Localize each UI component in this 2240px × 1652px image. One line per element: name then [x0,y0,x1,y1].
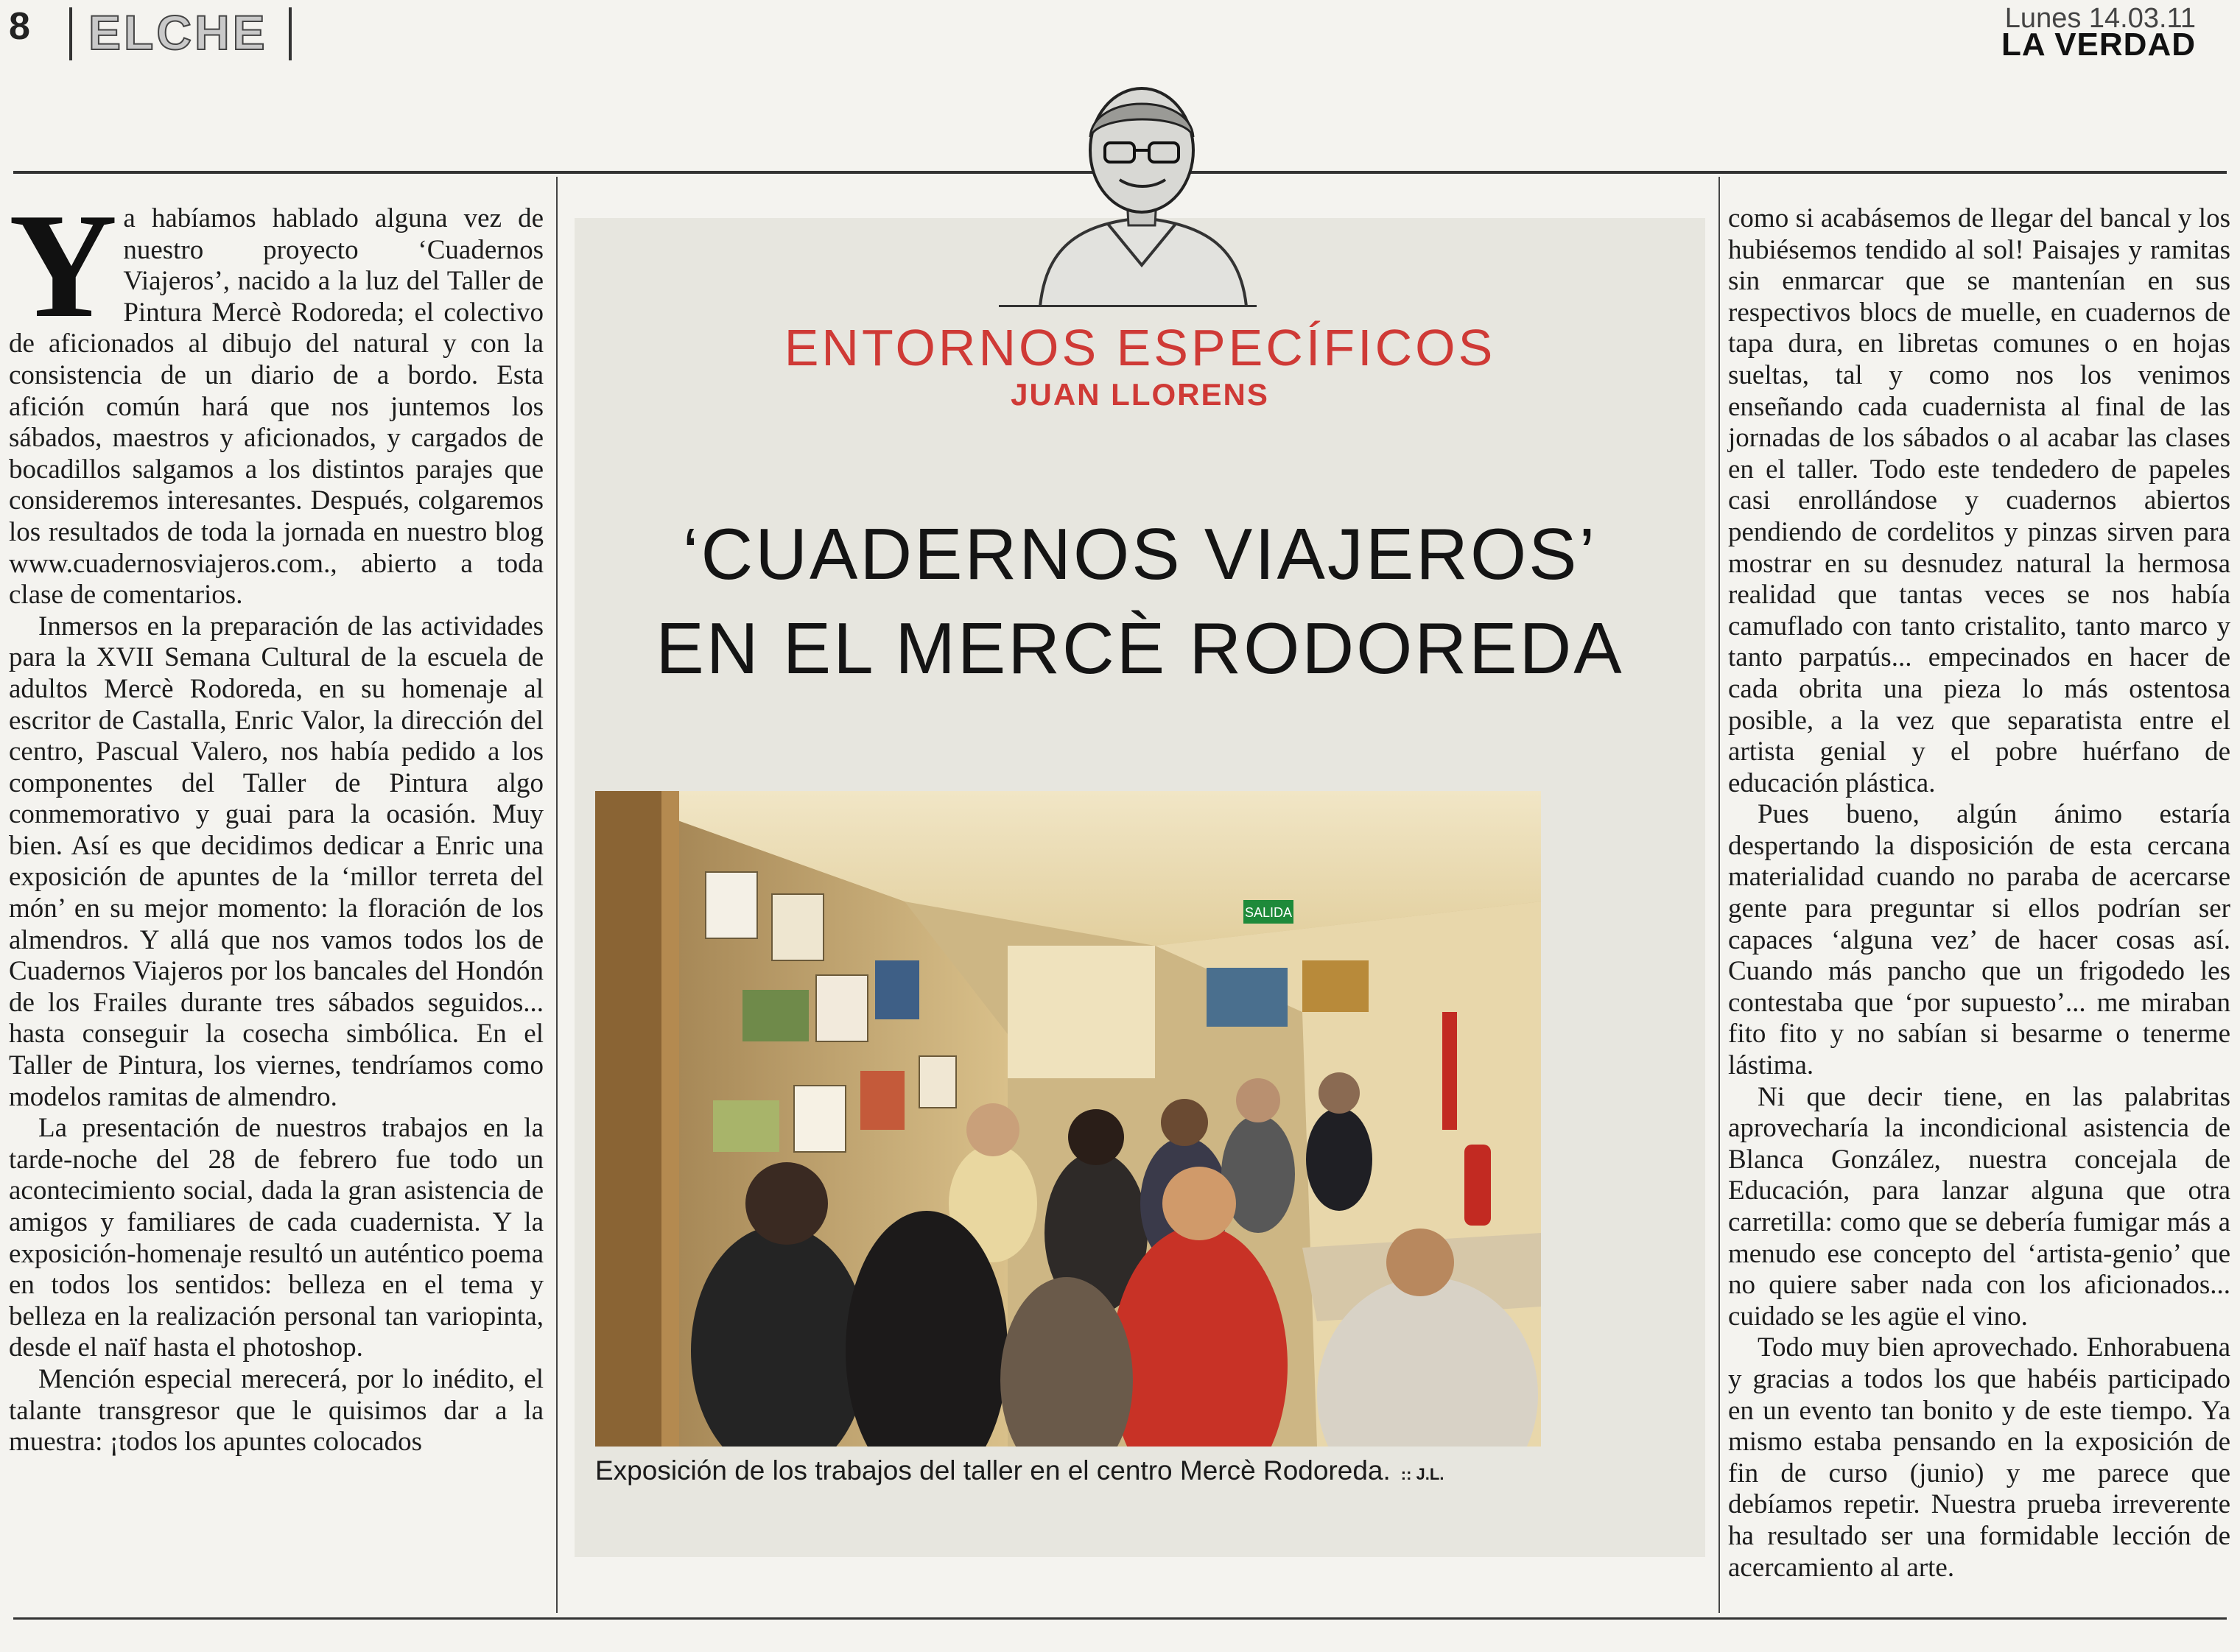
headline-line-2: EN EL MERCÈ RODOREDA [656,608,1624,689]
section-name: ELCHE [88,5,268,60]
newspaper-name: LA VERDAD [2001,27,2196,63]
author-portrait [1025,80,1260,306]
column-kicker: ENTORNOS ESPECÍFICOS [784,319,1496,376]
section-divider-right [289,7,292,60]
headline-line-1: ‘CUADERNOS VIAJEROS’ [682,513,1598,594]
photo-credit: :: J.L. [1400,1465,1444,1483]
headline [575,507,1705,695]
article-paragraph: Todo muy bien aprovechado. Enhorabuena y gracias a todos los que habéis participado en un evento tan bonito y de este tiempo. Ya mismo estaba pensando en la exposición de fin de curso (junio) y me parece que debíamos repetir. Nuestra prueba irreverente ha resultado ser una formidable lección de acercamiento al arte. [1728,1332,2230,1583]
article-paragraph: La presentación de nuestros trabajos en la tarde-noche del 28 de febrero fue todo un acontecimiento social, dada la gran asistencia de amigos y familiares de cada cuadernista. Y la exposición-homenaje resultó un auténtico poema en todos los sentidos: belleza en el tema y belleza en la realización personal tan variopinta, desde el naïf hasta el photoshop. [9,1113,544,1363]
photo-caption [595,1455,1685,1486]
exhibition-photo [595,791,1541,1447]
column-rule [556,177,558,1613]
article-paragraph: Inmersos en la preparación de las actividades para la XVII Semana Cultural de la escuela de adultos Mercè Rodoreda, en su homenaje al escritor de Castalla, Enric Valor, la dirección del centro, Pascual Valero, nos había pedido a los componentes del Taller de Pintura algo conmemorativo y guai para la ocasión. Muy bien. Así es que decidimos dedicar a Enric una exposición de apuntes de la ‘millor terreta del món’ en su mejor momento: la floración de los almendros. Y allá que nos vamos todos los de Cuadernos Viajeros por los bancales del Hondón de los Frailes durante tres sábados seguidos... hasta conseguir la cosecha simbólica. En el Taller de Pintura, los viernes, tendríamos como modelos ramitas de almendro. [9,611,544,1112]
article-paragraph: Pues bueno, algún ánimo estaría despertando la disposición de esta cercana materialidad cuando no paraba de acercarse gente para preguntar si ellos podrían ser capaces ‘alguna vez’ de hacer cosas así. Cuando más pancho que un frigodedo les contestaba que ‘por supuesto’... me miraban fito fito y no sabían si besarme o tenerme lástima. [1728,799,2230,1081]
article-column-3 [1728,203,2230,1584]
article-paragraph: como si acabásemos de llegar del bancal y los hubiésemos tendido al sol! Paisajes y ramitas sin enmarcar que se mantenían en sus respectivos blocs de muelle, en cuadernos de tapa dura, en libretas comunes o en hojas sueltas, tal y como nos los venimos enseñando cada cuadernista al final de las jornadas de los sábados o al acabar las clases en el taller. Todo este tendedero de papeles casi enrollándose y cuadernos abiertos pendiendo de cordelitos y pinzas sirven para mostrar en su desnudez natural la hermosa realidad que tantas veces se nos había camuflado con tanto cristalito, tanto marco y tanto parpatús... empecinados en hacer de cada obrita una pieza lo más ostentosa posible, a la vez que separatista entre el artista genial y el pobre huérfano de educación plástica. [1728,203,2230,798]
page-number: 8 [9,5,30,48]
article-column-1 [9,183,544,1458]
author-byline: JUAN LLORENS [1011,377,1269,412]
section-divider-left [69,7,72,60]
photo-caption-text: Exposición de los trabajos del taller en el centro Mercè Rodoreda. [595,1455,1391,1486]
portrait-rule [999,305,1257,307]
article-paragraph: Mención especial merecerá, por lo inédito, el talante transgresor que le quisimos dar a la muestra: ¡todos los apuntes colocados [9,1363,544,1458]
article-paragraph: Ni que decir tiene, en las palabritas aprovecharía la incondicional asistencia de Blanca González, nuestra concejala de Educación, para lanzar alguna que otra carretilla: como que se debería fumigar más a menudo ese concepto del ‘artista-genio’ que no quiere saber nada con los aficionados... cuidado se les agüe el vino. [1728,1081,2230,1332]
exit-sign: SALIDA [1244,905,1293,920]
drop-cap: Y [9,183,118,349]
issue-date: Lunes 14.03.11 [2004,3,2196,34]
column-rule [1718,177,1720,1613]
bottom-rule [13,1617,2227,1620]
article-paragraph: Ya habíamos hablado alguna vez de nuestro proyecto ‘Cuadernos Viajeros’, nacido a la luz del Taller de Pintura Mercè Rodoreda; el colectivo de aficionados al dibujo del natural y con la consistencia de un diario de a bordo. Esta afición común hará que nos juntemos los sábados, maestros y aficionados, y cargados de bocadillos salgamos a los distintos parajes que consideremos interesantes. Después, colgaremos los resultados de toda la jornada en nuestro blog www.cuadernosviajeros.com., abierto a toda clase de comentarios. [9,183,544,611]
